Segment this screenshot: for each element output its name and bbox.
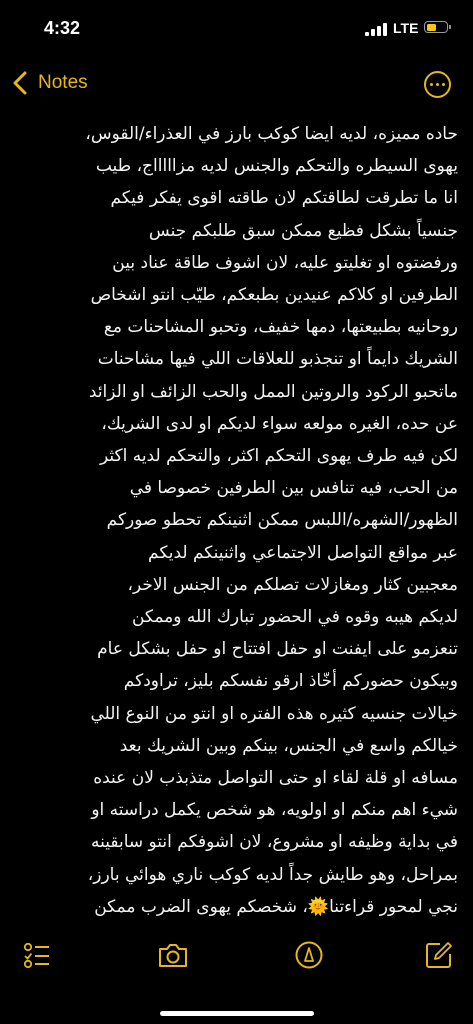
note-line: خيالات جنسيه كثيره هذه الفتره او انتو من النوع اللي [90, 703, 458, 724]
note-line: نجي لمحور قراءتنا🌞، شخصكم يهوى الضرب ممكن [94, 896, 458, 917]
note-line: ماتحبو الركود والروتين الممل والحب الزائف او الزائد [88, 381, 458, 402]
note-line: معجبين كثار ومغازلات تصلكم من الجنس الاخر، [127, 574, 458, 595]
bottom-toolbar [0, 930, 473, 1024]
note-line: حاده مميزه، لديه ايضا كوكب بارز في العذراء/القوس، [85, 124, 458, 144]
cellular-signal-icon [365, 22, 387, 36]
note-line: الشريك دايماً او تنجذبو للعلاقات اللي فيها مشاحنات [97, 349, 458, 370]
note-line: مسافه او قلة لقاء او حتى التواصل متذبذب لان عنده [93, 768, 458, 789]
note-line: جنسياً بشكل فظيع ممكن سبق طلبكم جنس [148, 220, 458, 241]
status-time: 4:32 [44, 18, 81, 38]
more-options-icon[interactable] [424, 71, 451, 98]
note-line: بمراحل، وهو طايش جداً لديه كوكب ناري هوائي بارز، [87, 864, 458, 885]
battery-icon [424, 21, 448, 33]
note-line: وبيكون حضوركم أخّاذ ارقو نفسكم بليز، تراودكم [123, 671, 458, 692]
note-line: شيء اهم منكم او اولويه، هو شخص يكمل دراسته او [91, 800, 458, 821]
note-line: من الحب، فيه تنافس بين الطرفين خصوصا في [129, 478, 458, 499]
back-button[interactable] [8, 68, 88, 98]
back-label: Notes [38, 72, 88, 93]
note-line: لكن فيه طرف يهوى التحكم اكثر، والتحكم لديه اكثر [99, 446, 458, 467]
status-bar [0, 0, 473, 60]
note-line: لديكم هيبه وقوه في الحضور تبارك الله وممكن [131, 607, 458, 628]
markup-pen-icon[interactable] [294, 940, 324, 974]
note-line: يهوى السيطره والتحكم والجنس لديه مزاااااج، طيب [95, 156, 458, 177]
note-line: ورفضتوه او تغليتو عليه، لان اشوف طاقة عناد بين [112, 252, 458, 273]
note-body[interactable] [14, 118, 458, 926]
note-line: خيالكم واسع في الجنس، بينكم وبين الشريك بعد [119, 735, 458, 756]
compose-icon[interactable] [424, 940, 454, 974]
note-line: الظهور/الشهره/اللبس ممكن اثنينكم تحطو صوركم [106, 510, 458, 531]
note-line: تنعزمو على ايفنت او حفل افتتاح او حفل بشكل عام [97, 639, 458, 660]
note-line: روحانيه بطبيعتها، دمها خفيف، وتحبو المشاحنات مع [103, 317, 458, 338]
note-line: انا ما تطرقت لطاقتكم لان طاقته اقوى يفكر فيكم [110, 188, 458, 209]
chevron-left-icon [8, 68, 34, 98]
camera-icon[interactable] [157, 940, 189, 974]
checklist-icon[interactable] [22, 940, 52, 974]
note-line: الطرفين او كلاكم عنيدين بطبعكم، طيّب انتو اشخاص [90, 285, 458, 306]
home-indicator [160, 1011, 314, 1016]
note-line: في بداية وظيفه او مشروع، لان اشوفكم انتو سابقينه [90, 832, 458, 853]
navigation-bar [0, 62, 473, 106]
note-line: عن حده، الغيره مولعه سواء لديكم او لدى الشريك، [101, 413, 458, 434]
network-type: LTE [393, 20, 419, 36]
note-line: عبر مواقع التواصل الاجتماعي واثنينكم لديكم [148, 542, 458, 563]
